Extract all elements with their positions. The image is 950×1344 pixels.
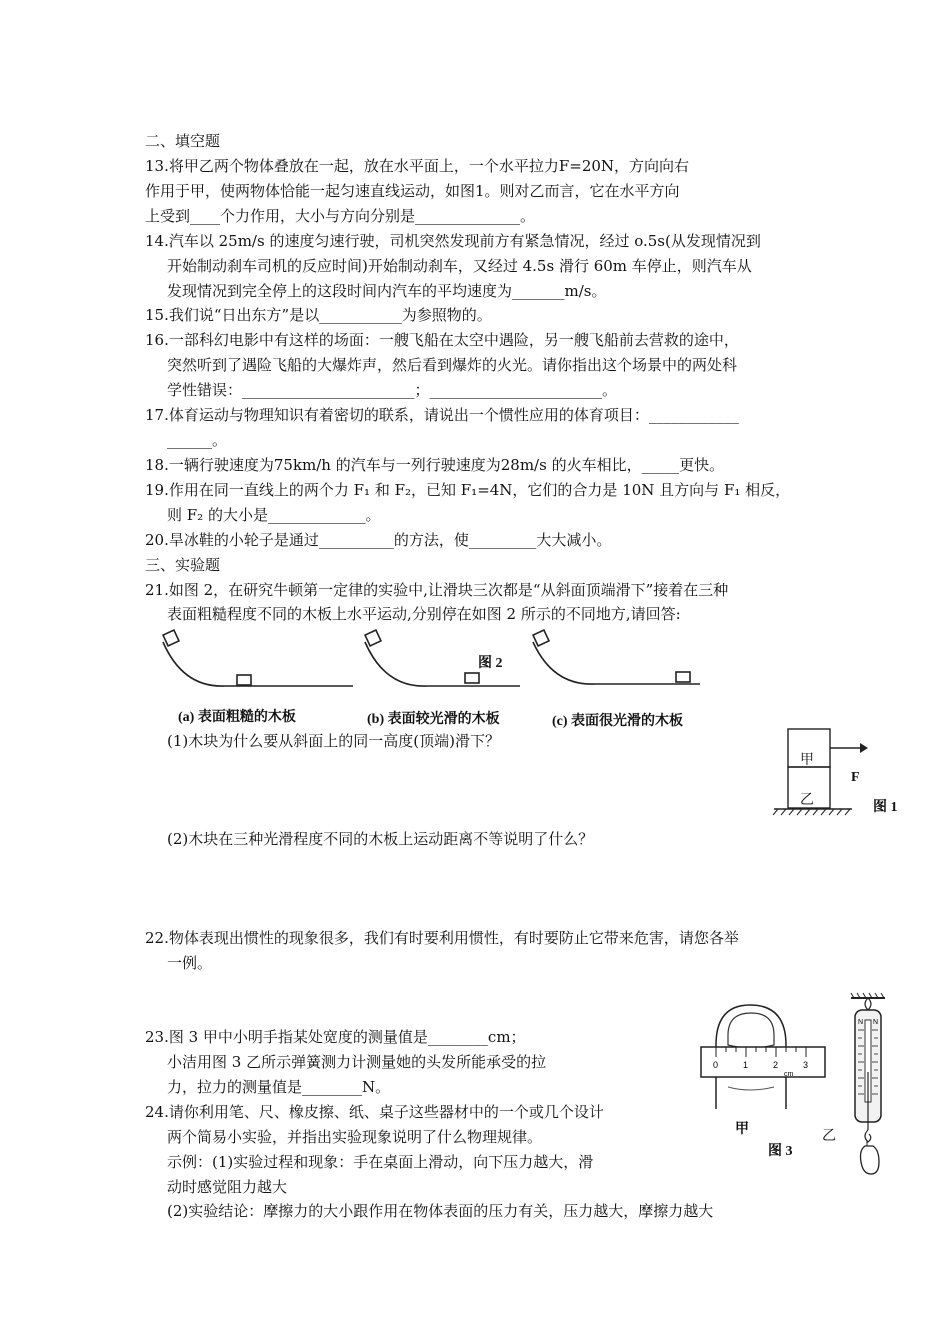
q14-line3: 发现情况到完全停上的这段时间内汽车的平均速度为_______m/s。 [167,282,607,300]
ruler-unit: cm [784,1071,794,1078]
figure-2-title: 图 2 [478,656,503,671]
q13-line3: 上受到____个力作用，大小与方向分别是______________。 [145,207,536,225]
ramp-a [163,630,353,686]
q21-sub2: (2)木块在三种光滑程度不同的木板上运动距离不等说明了什么？ [167,830,594,848]
ramp-c [533,630,700,684]
q15: 15.我们说“日出东方”是以___________为参照物的。 [145,306,492,324]
scale-hook [865,1130,871,1142]
q16-line2: 突然听到了遇险飞船的大爆炸声，然后看到爆炸的火光。请你指出这个场景中的两处科 [167,356,738,374]
q21-sub1: (1)木块为什么要从斜面上的同一高度(顶端)滑下？ [167,732,500,750]
figure-3-label-yi: 乙 [822,1128,836,1144]
figure-3-spring-scale [845,990,895,1180]
q22-line1: 22.物体表现出惯性的现象很多，我们有时要利用惯性，有时要防止它带来危害，请您各举 [145,929,739,947]
q13-line2: 作用于甲，使两物体恰能一起匀速直线运动，如图1。则对乙而言，它在水平方向 [145,182,680,200]
figure-1-blocks [772,727,882,827]
q23-line3: 力，拉力的测量值是________N。 [167,1078,391,1096]
figure-3-label-jia: 甲 [735,1122,749,1137]
scale-left-unit: N [858,1019,864,1026]
q19-line2: 则 F₂ 的大小是_____________。 [167,506,381,524]
q19-line1: 19.作用在同一直线上的两个力 F₁ 和 F₂，已知 F₁=4N，它们的合力是 10N 且方向与 F₁ 相反， [145,481,791,499]
ruler-tick-1: 1 [743,1060,749,1070]
q24-line2: 两个简易小实验，并指出实验现象说明了什么物理规律。 [167,1128,543,1146]
figure-2-ramps [155,628,735,708]
q24-line3: 示例：(1)实验过程和现象：手在桌面上滑动，向下压力越大，滑 [167,1153,594,1171]
figure-2-caption-c: (c) 表面很光滑的木板 [552,714,684,729]
q14-line2: 开始制动刹车司机的反应时间)开始制动刹车，又经过 4.5s 滑行 60m 车停止，则汽车从 [167,257,752,275]
figure-1-label-jia: 甲 [800,752,814,768]
figure-2-caption-b: (b) 表面较光滑的木板 [367,712,500,727]
figure-1-label-yi: 乙 [800,792,814,808]
figure-3-finger-ruler [698,1005,828,1110]
q14-line1: 14.汽车以 25m/s 的速度匀速行驶，司机突然发现前方有紧急情况，经过 o.5s(从发现情况到 [145,232,761,250]
figure-3-title: 图 3 [768,1144,793,1159]
q13-line1: 13.将甲乙两个物体叠放在一起，放在水平面上，一个水平拉力F=20N，方向向右 [145,157,690,175]
q16-line3: 学性错误：_______________________；_______________________。 [167,381,618,399]
q22-line2: 一例。 [167,954,213,972]
scale-right-unit: N [873,1019,879,1026]
q16-line1: 16.一部科幻电影中有这样的场面：一艘飞船在太空中遇险，另一艘飞船前去营救的途中， [145,331,739,349]
q23-line2: 小洁用图 3 乙所示弹簧测力计测量她的头发所能承受的拉 [167,1053,547,1071]
q18: 18.一辆行驶速度为75km/h 的汽车与一列行驶速度为28m/s 的火车相比，_____更快。 [145,456,725,474]
q24-line1: 24.请你利用笔、尺、橡皮擦、纸、桌子这些器材中的一个或几个设计 [145,1103,604,1121]
ruler-tick-3: 3 [803,1060,809,1070]
q17-line1: 17.体育运动与物理知识有着密切的联系，请说出一个惯性应用的体育项目：____________ [145,406,739,424]
section-title-fill-in: 二、填空题 [145,132,221,150]
hand-icon [861,1146,880,1174]
q24-line4: 动时感觉阻力越大 [167,1178,288,1196]
q21-line1: 21.如图 2，在研究牛顿第一定律的实验中,让滑块三次都是“从斜面顶端滑下”接着在三种 [145,581,729,599]
q24-line5: (2)实验结论：摩擦力的大小跟作用在物体表面的压力有关，压力越大，摩擦力越大 [167,1202,714,1220]
figure-2-caption-a: (a) 表面粗糙的木板 [178,710,296,725]
q21-line2: 表面粗糙程度不同的木板上水平运动,分别停在如图 2 所示的不同地方,请回答: [167,605,681,623]
ruler-tick-2: 2 [773,1060,779,1070]
ruler-tick-0: 0 [713,1060,719,1070]
section-title-experiment: 三、实验题 [145,556,221,574]
q17-line2: ______。 [167,431,228,449]
q20: 20.旱冰鞋的小轮子是通过__________的方法，使_________大大减小。 [145,531,612,549]
figure-1-force-label: F [851,770,860,785]
fingernail [728,1013,774,1048]
figure-1-title: 图 1 [873,800,898,815]
q23-line1: 23.图 3 甲中小明手指某处宽度的测量值是________cm； [145,1028,526,1046]
